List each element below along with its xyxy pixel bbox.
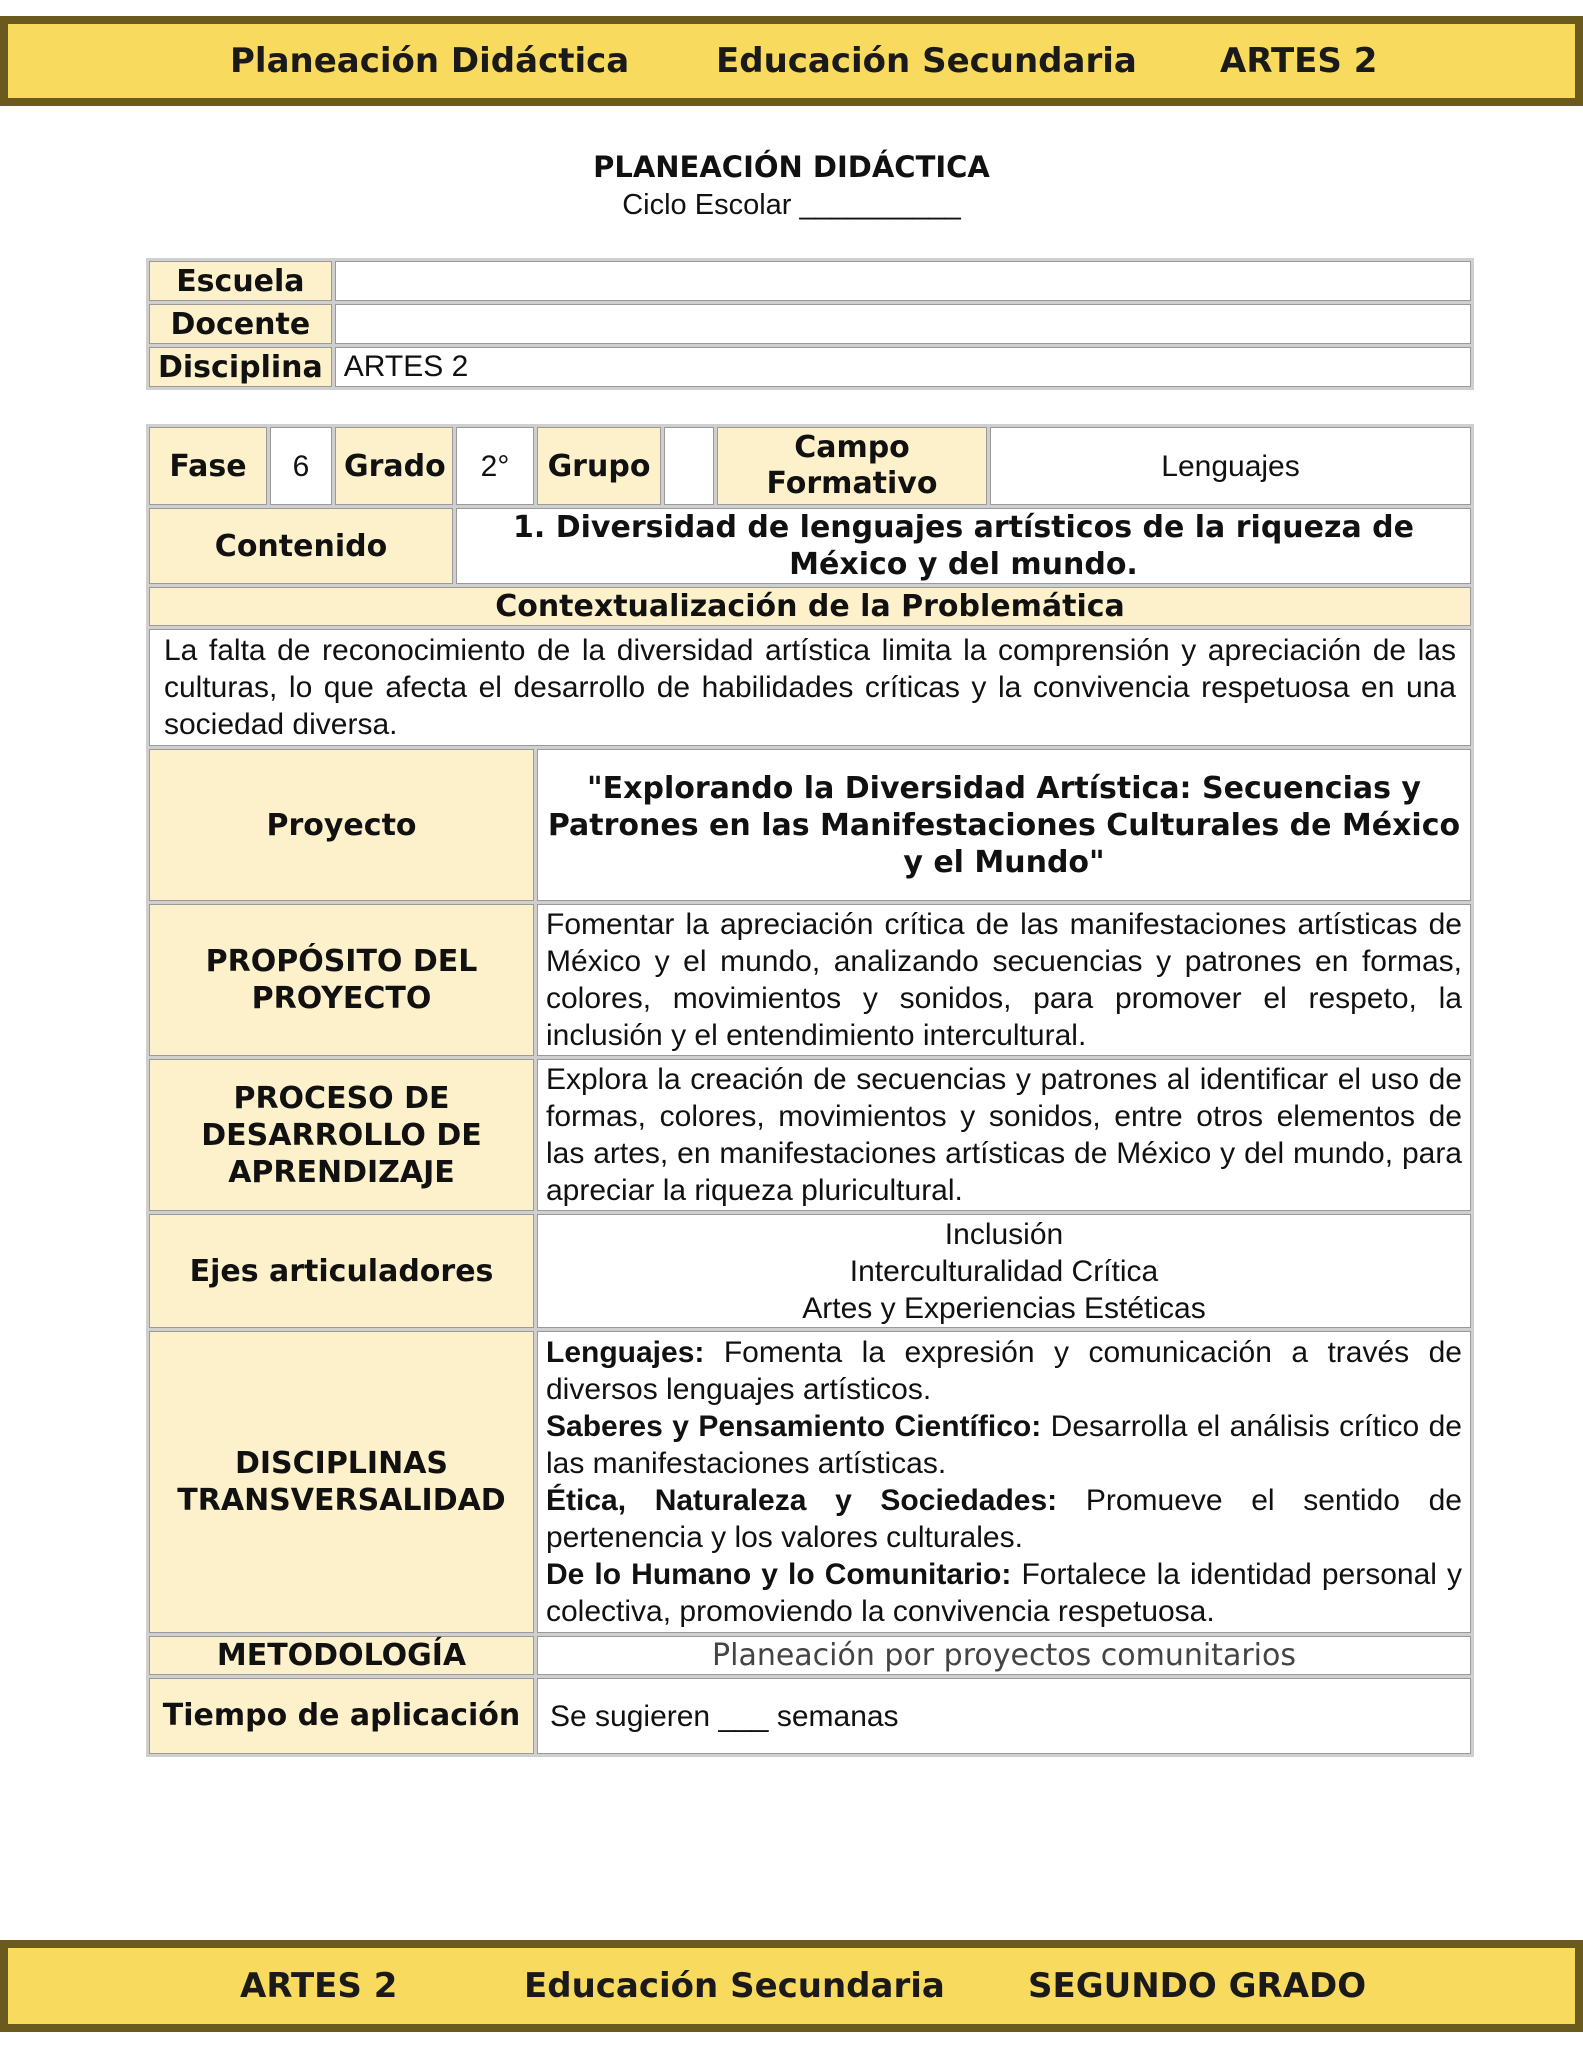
table-row	[149, 304, 1471, 344]
info-table	[146, 258, 1474, 390]
table-row	[149, 261, 1471, 301]
discipline-text: Fomenta la expresión y comunicación a través de diversos lenguajes artísticos.	[546, 1336, 1462, 1406]
grado-label: Grado	[335, 427, 453, 505]
discipline-name: De lo Humano y lo Comunitario:	[546, 1558, 1012, 1591]
table-row	[149, 629, 1471, 746]
fase-value[interactable]: 6	[270, 427, 332, 505]
proyecto-label: Proyecto	[149, 749, 534, 901]
table-row	[149, 427, 1471, 505]
list-item	[546, 1482, 1462, 1556]
table-row	[149, 1059, 1471, 1211]
contenido-value[interactable]: 1. Diversidad de lenguajes artísticos de la riqueza de México y del mundo.	[456, 508, 1471, 584]
tiempo-value[interactable]: Se sugieren ___ semanas	[537, 1678, 1471, 1754]
docente-field[interactable]	[335, 304, 1471, 344]
discipline-text: Promueve el sentido de pertenencia y los valores culturales.	[546, 1484, 1462, 1554]
contextualizacion-text[interactable]: La falta de reconocimiento de la diversidad artística limita la comprensión y apreciación de las culturas, lo que afecta el desarrollo de habilidades críticas y la convivencia respetuosa en una sociedad diversa.	[149, 629, 1471, 746]
page-footer	[0, 1940, 1583, 2032]
discipline-text: Desarrolla el análisis crítico de las manifestaciones artísticas.	[546, 1410, 1462, 1480]
disciplina-label: Disciplina	[149, 347, 332, 387]
proceso-label: PROCESO DE DESARROLLO DE APRENDIZAJE	[149, 1059, 534, 1211]
contenido-label: Contenido	[149, 508, 453, 584]
list-item: Interculturalidad Crítica	[849, 1254, 1159, 1288]
fase-label: Fase	[149, 427, 267, 505]
ejes-list[interactable]	[537, 1214, 1471, 1328]
header-left-text: Planeación Didáctica	[230, 41, 630, 81]
planning-table	[146, 424, 1474, 1757]
disciplinas-list[interactable]	[537, 1331, 1471, 1633]
proceso-text[interactable]: Explora la creación de secuencias y patrones al identificar el uso de formas, colores, movimientos y sonidos, entre otros elementos de las artes, en manifestaciones artísticas de México y del mundo, para apreciar la riqueza pluricultural.	[537, 1059, 1471, 1211]
discipline-text: Fortalece la identidad personal y colectiva, promoviendo la convivencia respetuosa.	[546, 1558, 1462, 1628]
header-right-text: ARTES 2	[1220, 41, 1378, 81]
table-row	[149, 1331, 1471, 1633]
disciplina-field[interactable]: ARTES 2	[335, 347, 1471, 387]
metodologia-value[interactable]: Planeación por proyectos comunitarios	[537, 1636, 1471, 1675]
grupo-value[interactable]	[664, 427, 714, 505]
ejes-label: Ejes articuladores	[149, 1214, 534, 1328]
escuela-field[interactable]	[335, 261, 1471, 301]
footer-left-text: ARTES 2	[240, 1966, 398, 2006]
tiempo-label: Tiempo de aplicación	[149, 1678, 534, 1754]
document-title: PLANEACIÓN DIDÁCTICA	[593, 150, 990, 184]
docente-label: Docente	[149, 304, 332, 344]
escuela-label: Escuela	[149, 261, 332, 301]
grupo-label: Grupo	[537, 427, 661, 505]
table-row	[149, 904, 1471, 1056]
table-row	[149, 587, 1471, 626]
table-row	[149, 749, 1471, 901]
disciplinas-label: DISCIPLINAS TRANSVERSALIDAD	[149, 1331, 534, 1633]
school-year-line: Ciclo Escolar __________	[622, 189, 961, 221]
table-row	[149, 347, 1471, 387]
grado-value[interactable]: 2°	[456, 427, 534, 505]
list-item: Inclusión	[944, 1217, 1064, 1251]
header-center-text: Educación Secundaria	[716, 41, 1137, 81]
list-item: Artes y Experiencias Estéticas	[802, 1291, 1206, 1325]
table-row	[149, 1636, 1471, 1675]
document-title-block	[0, 148, 1583, 224]
table-row	[149, 1214, 1471, 1328]
list-item	[546, 1334, 1462, 1408]
table-row	[149, 1678, 1471, 1754]
campo-formativo-label: Campo Formativo	[717, 427, 987, 505]
proposito-label: PROPÓSITO DEL PROYECTO	[149, 904, 534, 1056]
discipline-name: Ética, Naturaleza y Sociedades:	[546, 1484, 1058, 1517]
list-item	[546, 1556, 1462, 1630]
list-item	[546, 1408, 1462, 1482]
proyecto-title[interactable]: "Explorando la Diversidad Artística: Secuencias y Patrones en las Manifestaciones Culturales de México y el Mundo"	[537, 749, 1471, 901]
discipline-name: Saberes y Pensamiento Científico:	[546, 1410, 1042, 1443]
contextualizacion-label: Contextualización de la Problemática	[149, 587, 1471, 626]
table-row	[149, 508, 1471, 584]
page-header	[0, 16, 1583, 106]
metodologia-label: METODOLOGÍA	[149, 1636, 534, 1675]
footer-center-text: Educación Secundaria	[524, 1966, 945, 2006]
campo-formativo-value[interactable]: Lenguajes	[990, 427, 1471, 505]
discipline-name: Lenguajes:	[546, 1336, 705, 1369]
footer-right-text: SEGUNDO GRADO	[1028, 1966, 1367, 2006]
proposito-text[interactable]: Fomentar la apreciación crítica de las manifestaciones artísticas de México y el mundo, analizando secuencias y patrones en formas, colores, movimientos y sonidos, para promover el respeto, la inclusión y el entendimiento intercultural.	[537, 904, 1471, 1056]
